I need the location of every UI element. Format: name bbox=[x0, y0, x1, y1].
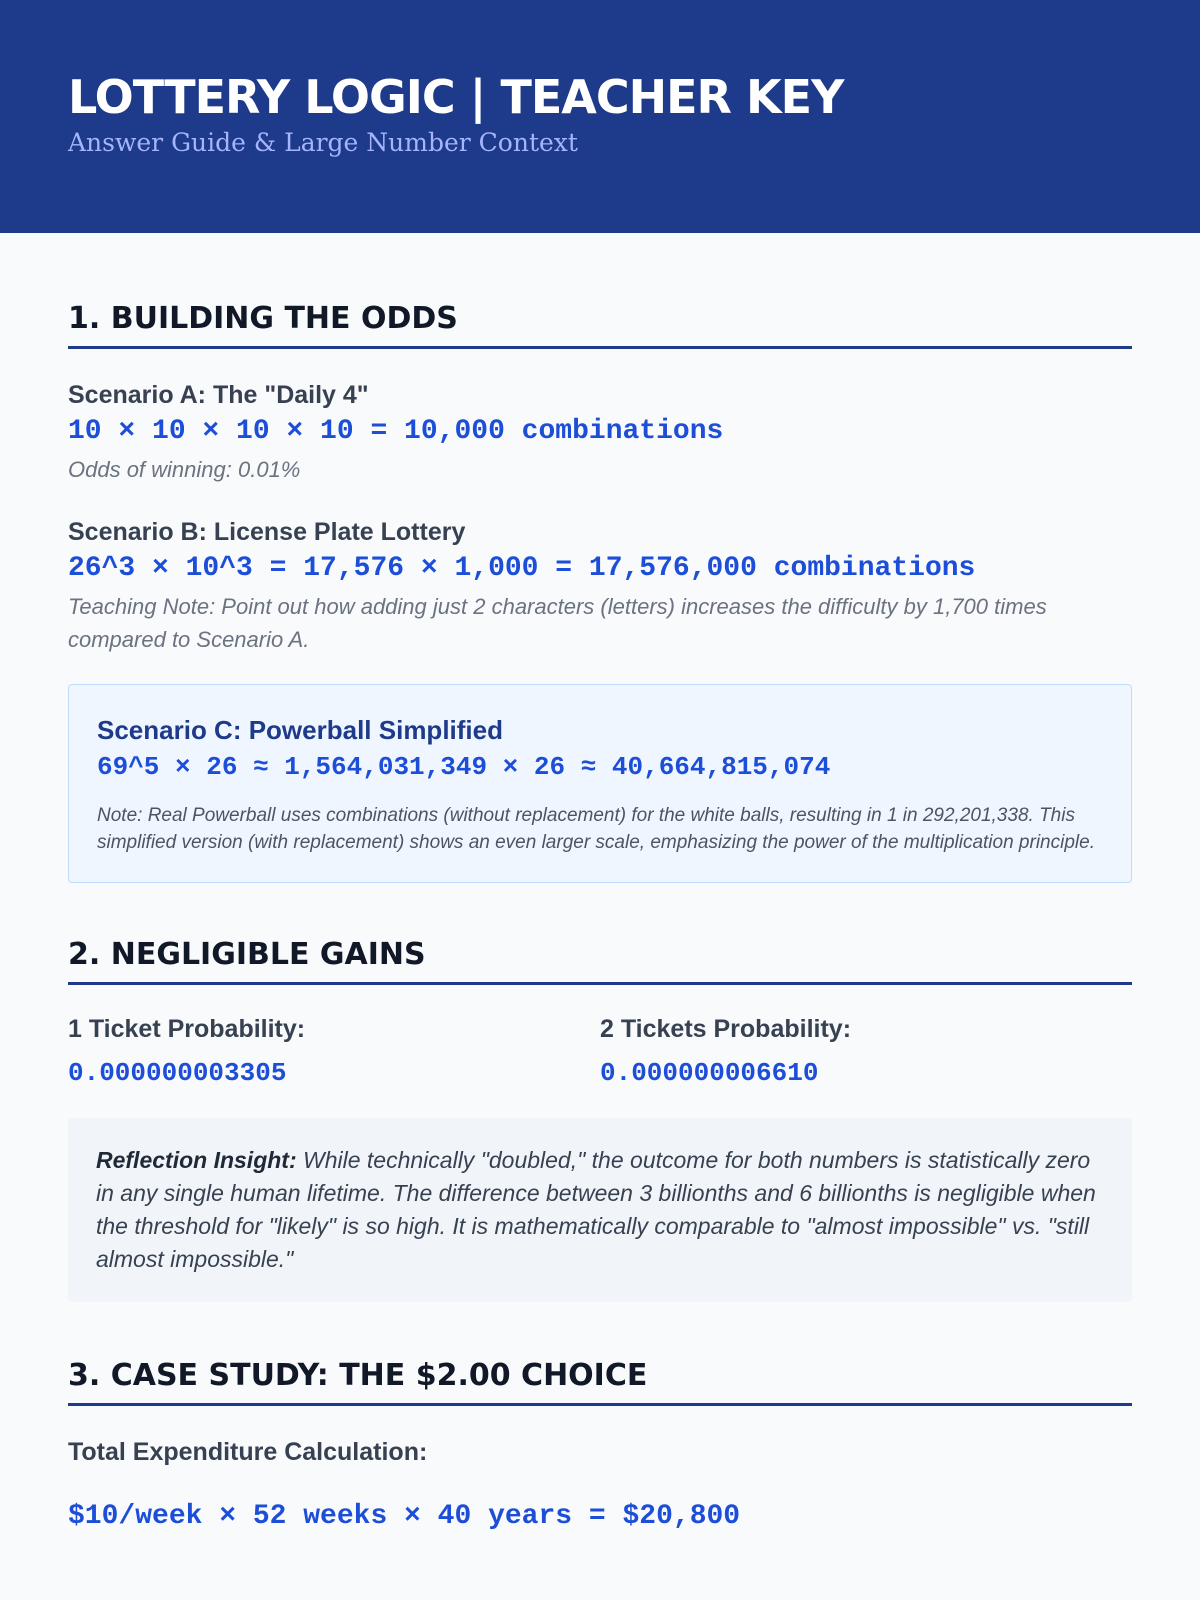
one-ticket-column bbox=[68, 1015, 600, 1088]
reflection-label: Reflection Insight: bbox=[96, 1147, 297, 1173]
probability-comparison bbox=[68, 1015, 1132, 1088]
section-title: 1. BUILDING THE ODDS bbox=[68, 301, 1132, 349]
section-title: 2. NEGLIGIBLE GAINS bbox=[68, 937, 1132, 985]
calc-label: Total Expenditure Calculation: bbox=[68, 1438, 428, 1466]
scenario-c-label: Scenario C: Powerball Simplified bbox=[97, 715, 503, 745]
one-ticket-value: 0.000000003305 bbox=[68, 1058, 287, 1088]
page-subtitle: Answer Guide & Large Number Context bbox=[68, 128, 578, 157]
two-tickets-label: 2 Tickets Probability: bbox=[600, 1015, 852, 1043]
scenario-b-formula: 26^3 × 10^3 = 17,576 × 1,000 = 17,576,000 combinations bbox=[68, 553, 976, 584]
calc-formula: $10/week × 52 weeks × 40 years = $20,800 bbox=[68, 1501, 741, 1532]
scenario-a-note: Odds of winning: 0.01% bbox=[68, 457, 301, 482]
scenario-c-note: Note: Real Powerball uses combinations (without replacement) for the white balls, resulting in 1 in 292,201,338. This simplified version (with replacement) shows an even larger scale, emphasizing the power of the multiplication principle. bbox=[97, 805, 1095, 853]
reflection-box bbox=[68, 1118, 1132, 1302]
section-title: 3. CASE STUDY: THE $2.00 CHOICE bbox=[68, 1358, 1132, 1406]
scenario-a-label: Scenario A: The "Daily 4" bbox=[68, 381, 369, 409]
scenario-c-formula: 69^5 × 26 ≈ 1,564,031,349 × 26 ≈ 40,664,815,074 bbox=[97, 752, 831, 782]
two-tickets-value: 0.000000006610 bbox=[600, 1058, 819, 1088]
reflection-text: While technically "doubled," the outcome for both numbers is statistically zero in any single human lifetime. The difference between 3 billionths and 6 billionths is negligible when the threshold for "likely" is so high. It is mathematically comparable to "almost impossible" vs. "still almost impossible." bbox=[96, 1147, 1096, 1272]
two-tickets-column bbox=[600, 1015, 1132, 1088]
scenario-b-note: Teaching Note: Point out how adding just 2 characters (letters) increases the difficulty by 1,700 times compared to Scenario A. bbox=[68, 594, 1047, 652]
section-building-odds bbox=[68, 233, 1132, 883]
section-case-study bbox=[68, 1358, 1132, 1532]
section-negligible-gains bbox=[68, 937, 1132, 1302]
page-header bbox=[0, 0, 1200, 233]
scenario-c-callout bbox=[68, 684, 1132, 883]
page-title: LOTTERY LOGIC | TEACHER KEY bbox=[68, 70, 844, 124]
scenario-a-formula: 10 × 10 × 10 × 10 = 10,000 combinations bbox=[68, 416, 724, 447]
main-content bbox=[0, 233, 1200, 1532]
scenario-b-label: Scenario B: License Plate Lottery bbox=[68, 518, 466, 546]
one-ticket-label: 1 Ticket Probability: bbox=[68, 1015, 306, 1043]
